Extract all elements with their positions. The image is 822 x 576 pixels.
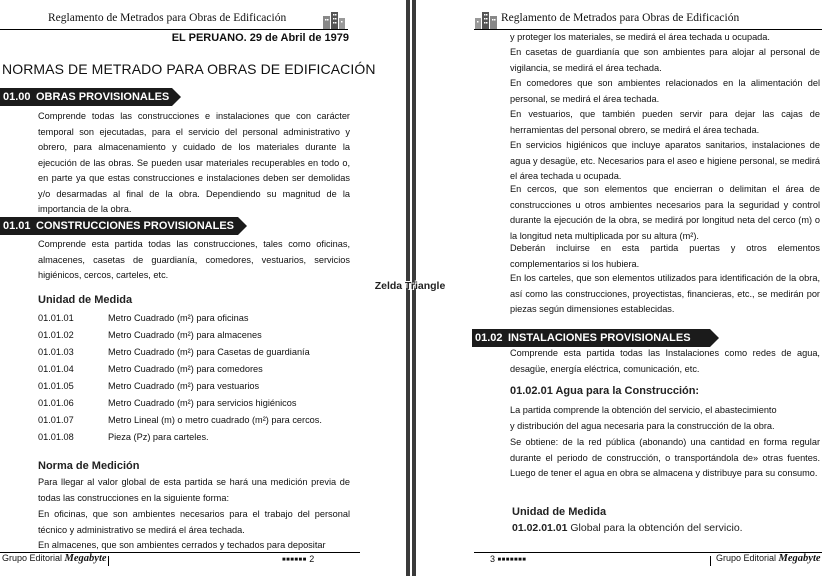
unit-list — [38, 310, 398, 446]
publisher-name: Grupo Editorial — [2, 553, 65, 563]
left-page — [0, 0, 405, 576]
publisher-brand: Megabyte — [778, 553, 821, 564]
section-heading-obras-provisionales — [0, 88, 172, 106]
header-title: Reglamento de Metrados para Obras de Edificación — [501, 12, 740, 24]
unit-description: Metro Cuadrado (m²) para comedores — [108, 364, 263, 374]
section-heading-instalaciones-provisionales — [472, 329, 710, 347]
header-rule — [0, 29, 348, 30]
page-number-value: 2 — [309, 554, 315, 564]
publication-date: EL PERUANO. 29 de Abril de 1979 — [171, 32, 349, 44]
page-title: NORMAS DE METRADO PARA OBRAS DE EDIFICACIÓN — [2, 61, 376, 77]
list-item — [38, 378, 398, 395]
section-number: 01.00 — [3, 91, 31, 103]
paragraph: En oficinas, que son ambientes necesarios para el trabajo del personal técnico y administrativo se medirá el área techada. — [38, 509, 350, 535]
unit-code: 01.01.08 — [38, 432, 74, 442]
footer-separator — [108, 556, 109, 566]
right-page — [416, 0, 822, 576]
page-number-value: 3 — [490, 554, 496, 564]
list-item — [38, 412, 398, 429]
unit-code: 01.01.01 — [38, 313, 74, 323]
unit-description: Metro Cuadrado (m²) para almacenes — [108, 330, 262, 340]
paragraph: La partida comprende la obtención del servicio, el abastecimiento — [510, 405, 777, 415]
publisher-name: Grupo Editorial — [716, 553, 779, 563]
unit-description: Metro Cuadrado (m²) para oficinas — [108, 313, 249, 323]
unidad-medida-heading: Unidad de Medida — [38, 294, 133, 306]
section-number: 01.01 — [3, 220, 31, 232]
paragraph: En almacenes, que son ambientes cerrados y techados para depositar — [38, 540, 326, 550]
unit-description: Metro Lineal (m) o metro cuadrado (m²) para cercos. — [108, 415, 322, 425]
building-icon — [474, 11, 498, 29]
section-title: INSTALACIONES PROVISIONALES — [508, 332, 691, 344]
list-item — [38, 429, 398, 446]
list-item — [38, 344, 398, 361]
building-icon — [322, 11, 346, 29]
page-marker: ■■■■■■ — [282, 557, 307, 563]
unidad-medida-heading: Unidad de Medida — [512, 506, 607, 518]
footer-separator — [710, 556, 711, 566]
footer-publisher — [2, 553, 107, 564]
unit-description: Metro Cuadrado (m²) para servicios higiénicos — [108, 398, 297, 408]
page-number — [490, 554, 526, 564]
unit-code: 01.01.02 — [38, 330, 74, 340]
paragraph: Se obtiene: de la red pública (abonando) una cantidad en forma regular durante el periodo de construcción, o transportándola de» otras fuentes. Luego de tener el agua en obra se almacena y distribuye para su consumo. — [510, 437, 820, 478]
paragraph: En servicios higiénicos que incluye aparatos sanitarios, instalaciones de agua y desagüe, etc. Necesarios para el aseo e higiene personal, se medirá el área techada u ocupada. — [510, 140, 821, 181]
paragraph: En comedores que son ambientes relacionados en la alimentación del personal, se medirá el área techada. — [510, 78, 820, 104]
paragraph: Deberán incluirse en esta partida puertas y otros elementos complementarios si los hubiera. — [510, 243, 820, 269]
list-item — [38, 327, 398, 344]
section-heading-construcciones-provisionales — [0, 217, 238, 235]
section-body: Comprende esta partida todas las Instalaciones como redes de agua, desagüe, energía eléctrica, comunicación, etc. — [510, 348, 820, 374]
footer-publisher — [716, 553, 821, 564]
section-title: CONSTRUCCIONES PROVISIONALES — [36, 220, 235, 232]
section-title: OBRAS PROVISIONALES — [36, 91, 170, 103]
page-number — [282, 554, 314, 564]
section-body: Comprende esta partida todas las construcciones, tales como oficinas, almacenes, casetas de guardianía, comedores, vestuarios, servicios higiénicos, cercos, carteles, etc. — [38, 239, 350, 280]
unit-code: 01.01.05 — [38, 381, 74, 391]
paragraph: En casetas de guardianía que son ambientes para alojar al personal de vigilancia, se medirá el área techada. — [510, 47, 820, 73]
unit-description: Global para la obtención del servicio. — [567, 522, 743, 534]
unit-description: Metro Cuadrado (m²) para Casetas de guardianía — [108, 347, 310, 357]
unit-code: 01.01.06 — [38, 398, 74, 408]
list-item — [38, 395, 398, 412]
watermark-label: Zelda Triangle — [374, 280, 446, 292]
paragraph: y proteger los materiales, se medirá el área techada u ocupada. — [510, 32, 770, 42]
section-number: 01.02 — [475, 332, 503, 344]
header-title: Reglamento de Metrados para Obras de Edificación — [48, 12, 287, 24]
unit-code: 01.01.04 — [38, 364, 74, 374]
unit-code: 01.01.03 — [38, 347, 74, 357]
unit-description: Metro Cuadrado (m²) para vestuarios — [108, 381, 260, 391]
page-marker: ■■■■■■■ — [497, 557, 527, 563]
list-item — [38, 361, 398, 378]
unit-description: Pieza (Pz) para carteles. — [108, 432, 209, 442]
list-item — [38, 310, 398, 327]
norma-medicion-heading: Norma de Medición — [38, 460, 140, 472]
publisher-brand: Megabyte — [64, 553, 107, 564]
paragraph: Para llegar al valor global de esta partida se hará una medición previa de todas las construcciones en la siguiente forma: — [38, 477, 350, 503]
section-body: Comprende todas las construcciones e instalaciones que con carácter temporal son ejecutadas, para el servicio del personal administrativo y obrero, para almacenamiento y cuidado de los materiales durante la ejecución de las obras. Se pueden usar materiales recuperables en todo o, en parte ya que estas construcciones e instalaciones deben ser demolidas y/o desarmadas al final de la obra. Dependiendo su magnitud de la importancia de la obra. — [38, 111, 350, 214]
unit-code: 01.02.01.01 — [512, 522, 568, 534]
subsection-heading: 01.02.01 Agua para la Construcción: — [510, 385, 700, 397]
unit-code: 01.01.07 — [38, 415, 74, 425]
unit-item — [512, 522, 743, 534]
paragraph: y distribución del agua necesaria para la construcción de la obra. — [510, 421, 775, 431]
paragraph: En los carteles, que son elementos utilizados para identificación de la obra, así como las construcciones, proyectistas, financieras, etc., se medirán por piezas según dimensiones establecidas. — [510, 273, 820, 314]
paragraph: En vestuarios, que también pueden servir para dejar las cajas de herramientas del personal obrero, se medirá el área techada. — [510, 109, 820, 135]
paragraph: En cercos, que son elementos que encierran o delimitan el área de construcciones u otros ambientes necesarios para la seguridad y control durante la ejecución de la obra, se medirá por longitud neta del cerco (m) o la longitud neta multiplicada por su altura (m²). — [510, 184, 820, 241]
